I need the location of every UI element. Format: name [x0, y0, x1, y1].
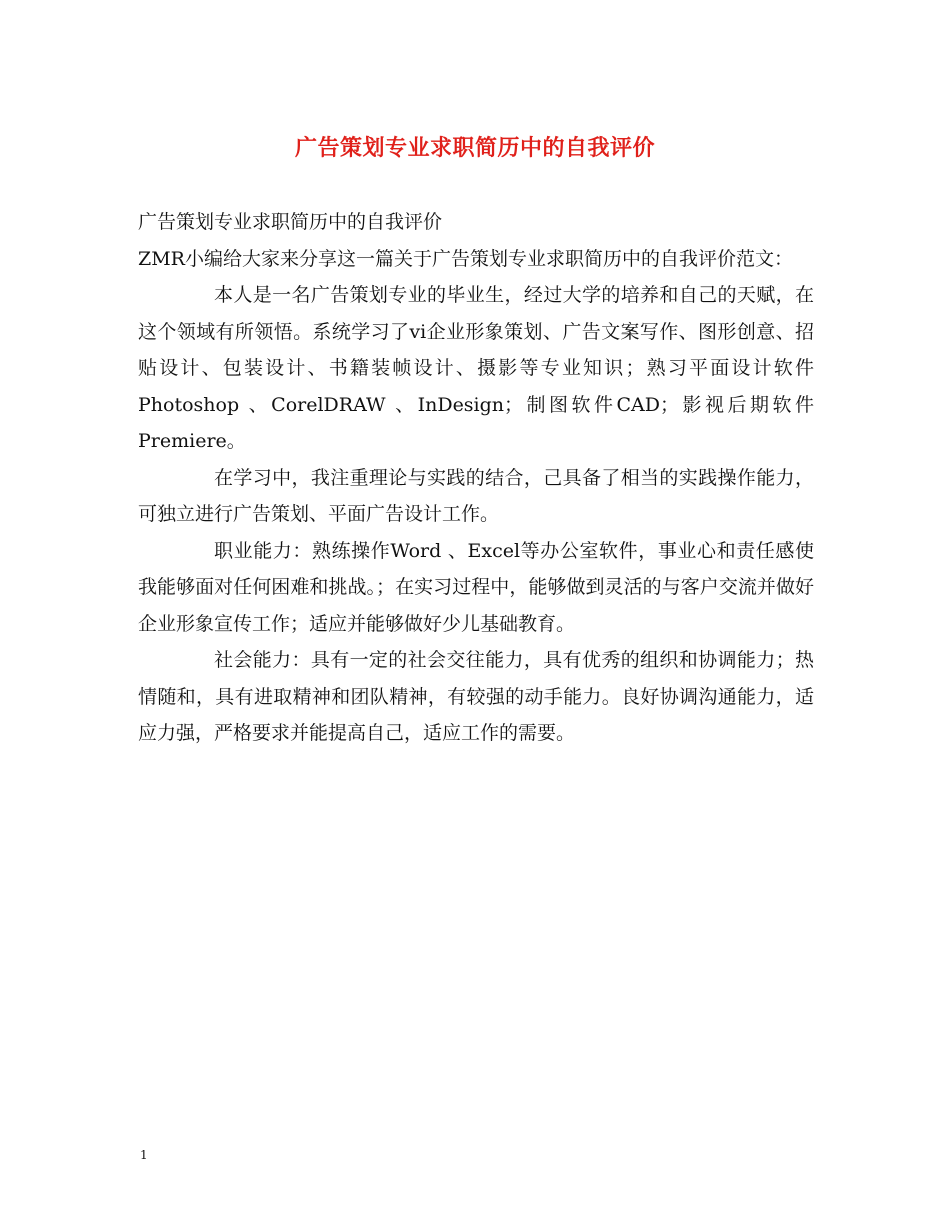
paragraph-social-skills: 社会能力：具有一定的社会交往能力，具有优秀的组织和协调能力；热情随和，具有进取精神和团队精神，有较强的动手能力。良好协调沟通能力，适应力强，严格要求并能提高自己，适应工作的需要。	[138, 649, 814, 744]
document-body	[138, 204, 814, 752]
document-title: 广告策划专业求职简历中的自我评价	[294, 135, 655, 161]
paragraph-practice: 在学习中，我注重理论与实践的结合，己具备了相当的实践操作能力，可独立进行广告策划、平面广告设计工作。	[138, 466, 814, 525]
page-number: 1	[140, 1148, 148, 1162]
subtitle-line: 广告策划专业求职简历中的自我评价	[138, 211, 443, 233]
paragraph-professional-skills: 职业能力：熟练操作Word 、Excel等办公室软件，事业心和责任感使我能够面对任何困难和挑战。；在实习过程中，能够做到灵活的与客户交流并做好企业形象宣传工作；适应并能够做好少儿基础教育。	[138, 539, 814, 635]
intro-paragraph: ZMR小编给大家来分享这一篇关于广告策划专业求职简历中的自我评价范文：	[138, 247, 793, 270]
paragraph-profile: 本人是一名广告策划专业的毕业生，经过大学的培养和自己的天赋，在这个领域有所领悟。系统学习了vi企业形象策划、广告文案写作、图形创意、招贴设计、包装设计、书籍装帧设计、摄影等专业知识；熟习平面设计软件Photoshop 、CorelDRAW 、InDesign；制图软件CAD；影视后期软件Premiere。	[138, 284, 814, 452]
